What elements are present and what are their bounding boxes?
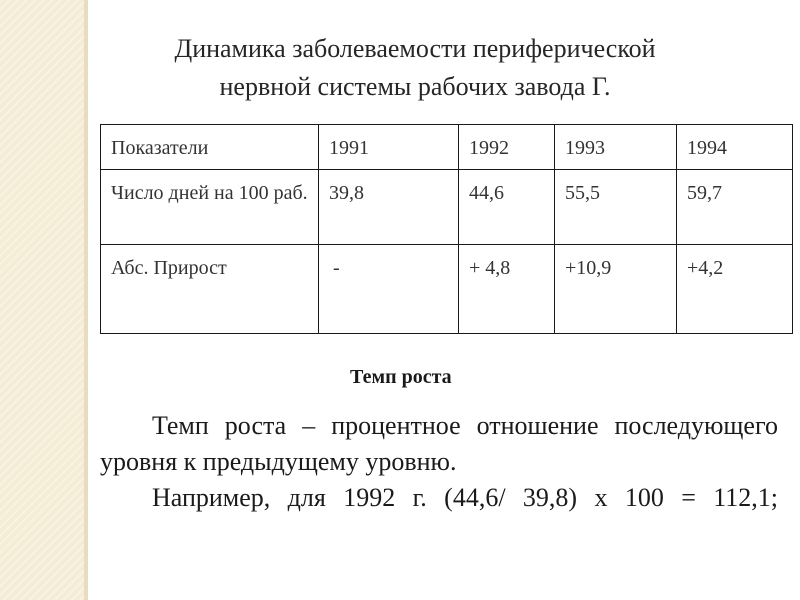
header-cell-1991: 1991 [319, 125, 459, 170]
table-cell: 44,6 [459, 170, 555, 245]
row-label-days-per-100: Число дней на 100 раб. [101, 170, 319, 245]
header-cell-1994: 1994 [677, 125, 793, 170]
growth-rate-heading: Темп роста [350, 366, 452, 388]
table-cell: +4,2 [677, 245, 793, 334]
slide-title-line-2: нервной системы рабочих завода Г. [219, 72, 611, 101]
table-cell: - [319, 245, 459, 334]
decorative-side-strip [0, 0, 88, 600]
definition-paragraph: Темп роста – процентное отношение последующего уровня к предыдущему уровню. [100, 411, 778, 476]
table-cell: + 4,8 [459, 245, 555, 334]
morbidity-table [100, 124, 793, 334]
slide-title-line-1: Динамика заболеваемости периферической [174, 34, 656, 63]
row-label-absolute-increase: Абс. Прирост [101, 245, 319, 334]
header-cell-1993: 1993 [555, 125, 677, 170]
table-header-row [101, 125, 793, 170]
table-cell: 39,8 [319, 170, 459, 245]
table-cell: 55,5 [555, 170, 677, 245]
table-row-absolute-increase [101, 245, 793, 334]
table-cell: 59,7 [677, 170, 793, 245]
header-cell-indicators: Показатели [101, 125, 319, 170]
table-cell: +10,9 [555, 245, 677, 334]
example-paragraph: Например, для 1992 г. (44,6/ 39,8) х 100 = 112,1; [152, 483, 778, 512]
table-row-days-per-100 [101, 170, 793, 245]
header-cell-1992: 1992 [459, 125, 555, 170]
body-text [100, 408, 778, 516]
slide-title [100, 30, 730, 106]
